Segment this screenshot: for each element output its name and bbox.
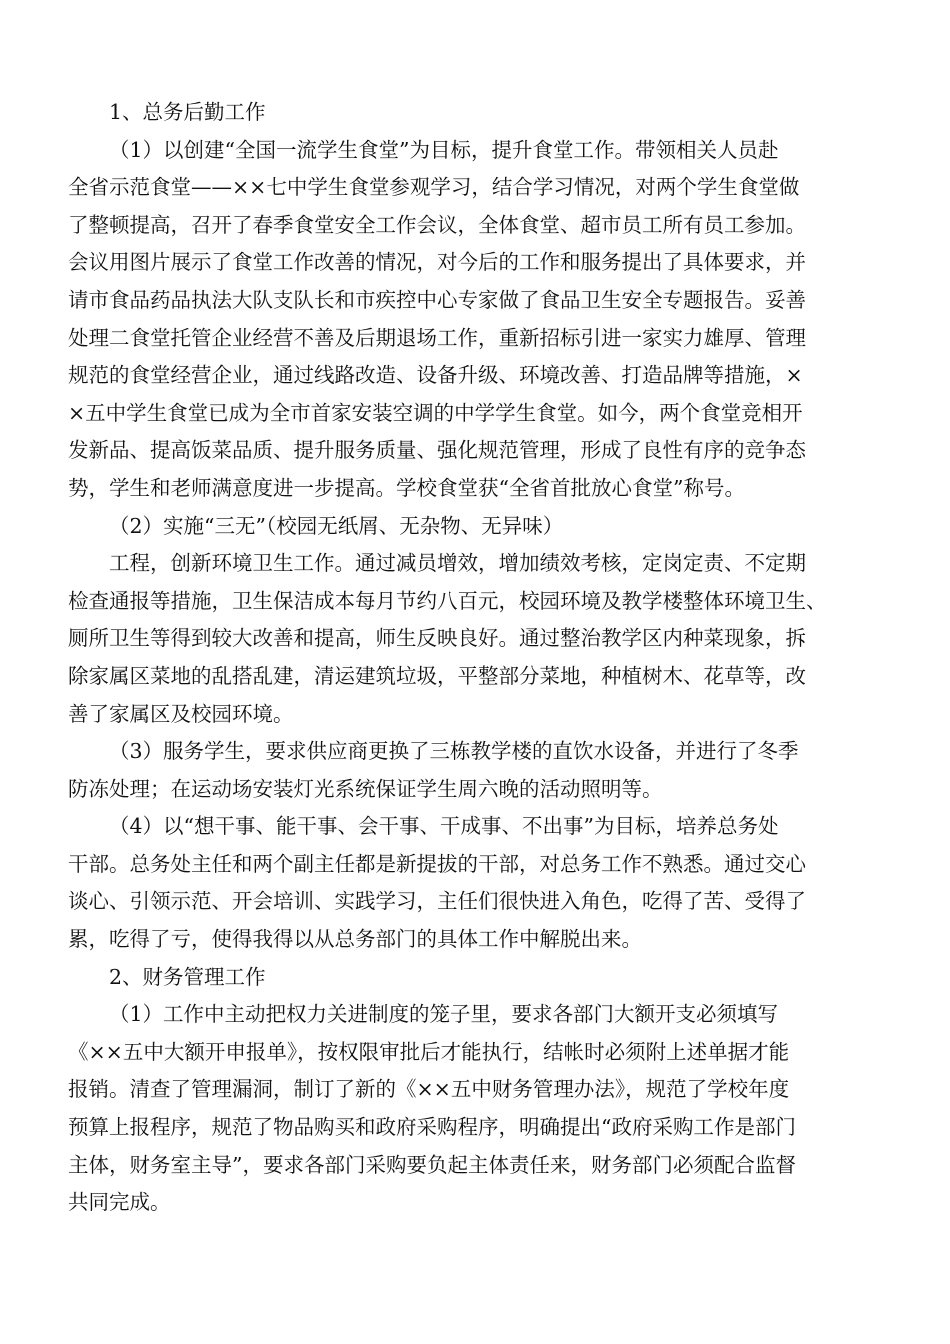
text-line: 干部。总务处主任和两个副主任都是新提拔的干部，对总务工作不熟悉。通过交心 xyxy=(68,851,806,876)
text-line: 报销。清查了管理漏洞，制订了新的《××五中财务管理办法》，规范了学校年度 xyxy=(68,1077,790,1102)
text-line: 预算上报程序，规范了物品购买和政府采购程序，明确提出“政府采购工作是部门 xyxy=(68,1115,796,1140)
section-heading-logistics xyxy=(68,94,888,132)
text-line: 累，吃得了亏，使得我得以从总务部门的具体工作中解脱出来。 xyxy=(68,927,642,952)
paragraph-student-service xyxy=(68,733,888,808)
text-line: 规范的食堂经营企业，通过线路改造、设备升级、环境改善、打造品牌等措施，× xyxy=(68,363,803,388)
text-line: 会议用图片展示了食堂工作改善的情况，对今后的工作和服务提出了具体要求，并 xyxy=(68,250,806,275)
text-line: 处理二食堂托管企业经营不善及后期退场工作，重新招标引进一家实力雄厚、管理 xyxy=(68,325,806,350)
text-line: ×五中学生食堂已成为全市首家安装空调的中学学生食堂。如今，两个食堂竞相开 xyxy=(68,400,803,425)
text-line: 谈心、引领示范、开会培训、实践学习，主任们很快进入角色，吃得了苦、受得了 xyxy=(68,889,806,914)
text-line: 共同完成。 xyxy=(68,1190,171,1215)
text-line: 了整顿提高，召开了春季食堂安全工作会议，全体食堂、超市员工所有员工参加。 xyxy=(68,212,806,237)
text-line: 主体，财务室主导”，要求各部门采购要负起主体责任来，财务部门必须配合监督 xyxy=(68,1152,796,1177)
text-line: 除家属区菜地的乱搭乱建，清运建筑垃圾，平整部分菜地，种植树木、花草等，改 xyxy=(68,663,806,688)
text-line: 《××五中大额开申报单》，按权限审批后才能执行，结帐时必须附上述单据才能 xyxy=(68,1039,790,1064)
document-page xyxy=(68,94,888,1222)
text-line: 检查通报等措施，卫生保洁成本每月节约八百元，校园环境及教学楼整体环境卫生、 xyxy=(68,588,827,613)
text-line: （4）以“想干事、能干事、会干事、干成事、不出事”为目标，培养总务处 xyxy=(109,814,779,839)
paragraph-sanitation xyxy=(68,545,888,733)
text-line: 工程，创新环境卫生工作。通过减员增效，增加绩效考核，定岗定责、不定期 xyxy=(109,551,806,576)
text-line: （1）以创建“全国一流学生食堂”为目标，提升食堂工作。带领相关人员赴 xyxy=(109,137,779,162)
text-line: （3）服务学生，要求供应商更换了三栋教学楼的直饮水设备，并进行了冬季 xyxy=(109,739,799,764)
text-line: 发新品、提高饭菜品质、提升服务质量、强化规范管理，形成了良性有序的竞争态 xyxy=(68,438,806,463)
text-line: 厕所卫生等得到较大改善和提高，师生反映良好。通过整治教学区内种菜现象，拆 xyxy=(68,626,806,651)
text-line: （1）工作中主动把权力关进制度的笼子里，要求各部门大额开支必须填写 xyxy=(109,1002,779,1027)
paragraph-finance-rules xyxy=(68,996,888,1222)
text-line: 1、总务后勤工作 xyxy=(109,100,266,124)
paragraph-canteen xyxy=(68,132,888,508)
text-line: （2）实施“三无”（校园无纸屑、无杂物、无异味） xyxy=(109,513,564,538)
text-line: 防冻处理；在运动场安装灯光系统保证学生周六晚的活动照明等。 xyxy=(68,776,663,801)
text-line: 善了家属区及校园环境。 xyxy=(68,701,294,726)
paragraph-staff-training xyxy=(68,808,888,958)
paragraph-three-nos xyxy=(68,508,888,546)
text-line: 全省示范食堂——××七中学生食堂参观学习，结合学习情况，对两个学生食堂做 xyxy=(68,175,800,200)
section-heading-finance xyxy=(68,959,888,997)
text-line: 请市食品药品执法大队支队长和市疾控中心专家做了食品卫生安全专题报告。妥善 xyxy=(68,287,806,312)
text-line: 势，学生和老师满意度进一步提高。学校食堂获“全省首批放心食堂”称号。 xyxy=(68,475,745,500)
text-line: 2、财务管理工作 xyxy=(109,964,266,989)
